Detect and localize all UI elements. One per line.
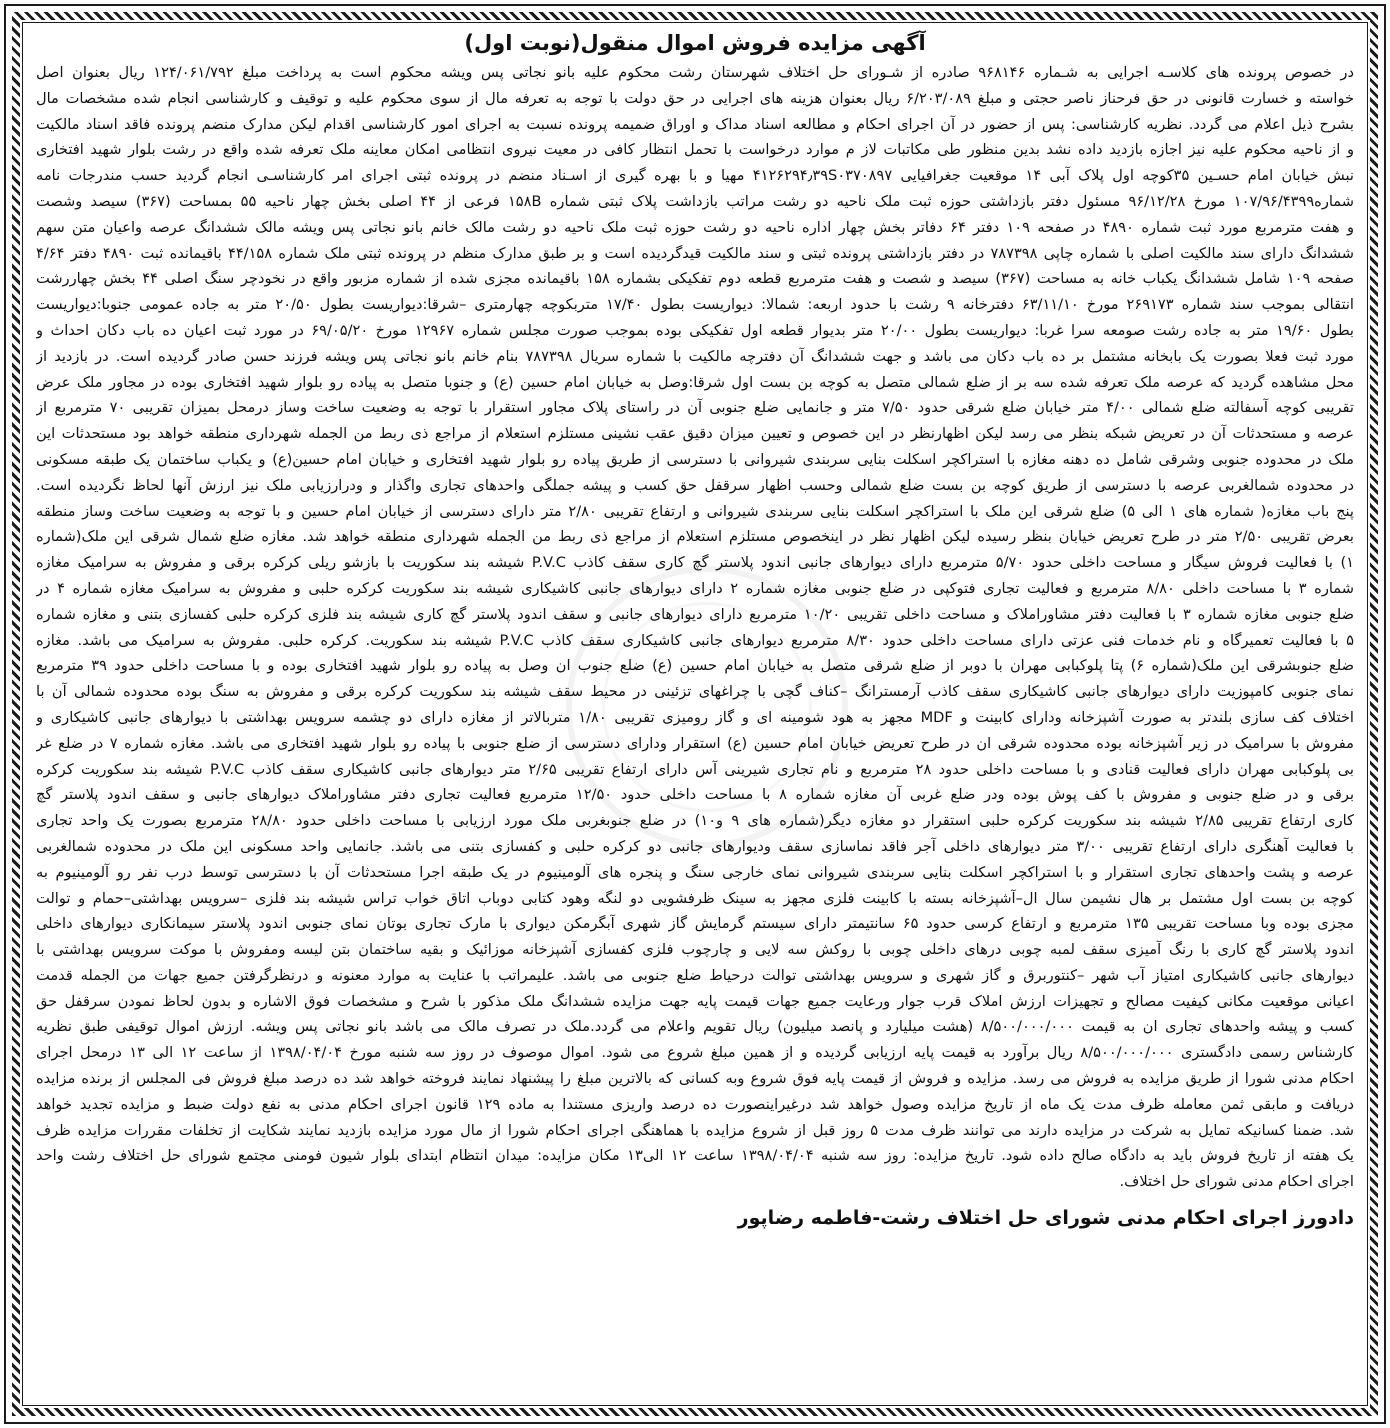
notice-line: محل مشاهده گردید که عرصه ملک تعرفه شده سه بر از ضلع شمالی متصل به کوچه بن بست اول شرقا:وصل به خیابان امام حسین (ع) و جنوبا متصل به پیاده رو بلوار شهید افتخاری بوده در مجاور ملک عرض — [36, 373, 1354, 391]
notice-line: عرصه و مستحدثات آن در تعریض شبکه بنظر می رسد لیکن اظهارنظر در این خصوص و تعیین میزان دقیق عقب نشینی مستلزم استعلام از مراجع ذی ربط من الجمله شهرداری منطقه خواهد بود مستحدثات این — [36, 425, 1354, 443]
notice-title: آگهی مزایده فروش اموال منقول(نوبت اول) — [464, 31, 926, 55]
notice-line: بطول ۱۹/۶۰ متر به جاده رشت صومعه سرا غربا: دیواریست بطول ۲۰/۰۰ متر بدیوار قطعه اول تفکیکی بوده بموجب صورت مجلس شماره ۱۲۹۶۷ مورخ ۶۹/۰۵/۲۰ در مورد ثبت اعیان ده باب دکان احداث و — [36, 321, 1354, 339]
notice-line: یک هفته از تاریخ فروش باید به دادگاه صالح داده شود. تاریخ مزایده: روز سه شنبه ۱۳۹۸/۰۴/۰۴ ساعت ۱۲ الی۱۳ مکان مزایده: میدان انتظام ابتدای بلوار شیون فومنی مجتمع شورای حل اختلاف رشت واحد — [36, 1147, 1354, 1165]
notice-line: انتقالی بموجب سند شماره ۲۶۹۱۷۳ مورخ ۶۳/۱۱/۱۰ دفترخانه ۹ رشت با حدود اربعه: شمالا: دیواریست بطول ۱۷/۴۰ متربکوچه چهارمتری –شرقا:دیواریست بطول ۲۰/۵۰ متر به جاده عمومی جنوبا:دیواریست — [36, 296, 1354, 314]
notice-line: ضلع جنوبی مغازه شماره ۳ با فعالیت دفتر مشاوراملاک و مساحت داخلی تقریبی ۱۰/۲۰ مترمربع دارای دیوارهای جانبی و سقف اندود پلاستر گچ کاری شیشه بند فلزی کرکره حلبی کفسازی بتنی و مغازه شماره — [36, 605, 1354, 623]
notice-line: خواسته و خسارت قانونی در حق فرحناز ناصر حجتی و مبلغ ۶/۲۰۳/۰۸۹ ریال بعنوان هزینه های اجرایی در حق دولت با توجه به تعرفه مال از سوی محکوم علیه و توقیف و کارشناسی انجام شده مشخصات مال — [36, 89, 1354, 107]
notice-line: ۱) با فعالیت فروش سیگار و مساحت داخلی حدود ۵/۷۰ مترمربع دارای دیوارهای جانبی اندود پلاستر گچ کاری سقف کاذب P.V.C شیشه بند سکوریت با بازشو ریلی کرکره برقی و مفروش به سرامیک مغازه — [36, 554, 1354, 572]
notice-line: اندود پلاستر گچ کاری با رنگ آمیزی سقف لمبه چوبی درهای داخلی چوبی با روکش سه لایی و چارچوب فلزی کفسازی آشپزخانه موزائیک و بقیه ساختمان بتن لیسه ومفروش با موکت سرویس بهداشتی با — [36, 941, 1354, 959]
notice-line: در خصوص پرونده های کلاسـه اجرایی به شـماره ۹۶۸۱۴۶ صادره از شـورای حل اختلاف شهرستان رشت محکوم علیه بانو نجاتی پس ویشه محکوم است به پرداخت مبلغ ۱۲۴/۰۶۱/۷۹۲ ریال بعنوان اصل — [36, 64, 1354, 81]
notice-line: مورد ثبت فعلا بصورت یک بابخانه مشتمل بر ده باب دکان می باشد و جهت ششدانگ آن دفترچه مالکیت با شماره سریال ۷۸۷۳۹۸ بنام خانم بانو نجاتی پس ویشه فرزند حسن صادر گردیده است. در بازدید از — [36, 347, 1354, 365]
notice-line: ضلع جنوبشرقی این ملک(شماره ۶) پتا پلوکبابی مهران با دوبر از ضلع شرقی متصل به خیابان امام حسین (ع) ضلع جنوب ان وصل به پیاده رو بلوار شهید افتخاری بوده و با مساحت داخلی حدود ۳۹ مترمربع — [36, 657, 1354, 675]
notice-line: با فعالیت آهنگری دارای ارتفاع تقریبی ۳/۰۰ متر دیوارهای داخلی آجر فاقد نماسازی سقف ودیوارهای جانبی دو کرکره حلبی و کفسازی بتنی می باشد. جانمایی واحد مسکونی این ملک در محدوده شمالغربی — [36, 837, 1354, 855]
notice-line: شد. ضمنا کسانیکه تمایل به شرکت در مزایده دارند می توانند ظرف مدت ۵ روز قبل از شروع مزایده با هماهنگی اجرای احکام شورا از مال مورد مزایده بازدید نمایند شکایت از تخلفات مقررات مزایده ظرف — [36, 1121, 1354, 1139]
notice-line: عرصه و پشت واحدهای تجاری استقرار و با استراکچر اسکلت بنایی سربندی شیروانی نمای خارجی سنگ و پنجره های آلومینیوم در یک طبقه اجرا مستحدثات آن با دسترسی توسط درب نفر رو آلومینیوم به — [36, 863, 1354, 881]
notice-line: در محدوده شمالغربی عرصه با دسترسی از طریق کوچه بن بست ضلع شمالی وحسب اظهار سرقفل حق کسب و پیشه جملگی واحدهای تجاری واگذار و ودرارزیابی ملک نیز ارزش آنها لحاظ نگردیده است. — [36, 476, 1354, 494]
notice-line: مفروش با سرامیک در زیر آشپزخانه بوده محدوده شرقی ان در طرح تعریض خیابان امام حسین (ع) استقرار ودارای دسترسی از ضلع جنوبی با پیاده رو بلوار شهید افتخاری می باشد. مغازه شماره ۷ در ضلع غر — [36, 734, 1354, 752]
notice-line: احکام مدنی شورا از طریق مزایده به فروش می رسد. مزایده و فروش از قیمت پایه فوق شروع وبه کسانی که بالاترین مبلغ را پیشنهاد نمایند فروخته خواهد شد ده درصد مبلغ فروش فی المجلس از برنده مزایده — [36, 1070, 1354, 1088]
notice-line: مجزی بوده وبا مساحت تقریبی ۱۳۵ مترمربع و ارتفاع کرسی حدود ۶۵ سانتیمتر دارای سیستم گرمایش گاز شهری آبگرمکن دیواری با مارک تجاری بوتان نمای جنوبی اندود پلاستر سیمانکاری دیوارهای داخلی — [36, 915, 1354, 933]
notice-body — [36, 60, 1354, 1195]
notice-line: اجرای احکام مدنی شورای حل اختلاف. — [1119, 1173, 1354, 1191]
notice-line: برقی و در ضلع جنوبی و مفروش با کف پوش بوده ودر ضلع غربی آن مغازه شماره ۸ با مساحت داخلی حدود ۱۲/۵۰ مترمربع فعالیت تجاری دفتر مشاوراملاک دیوارهای جانبی و سقف اندود پلاستر گچ — [36, 786, 1354, 804]
notice-line: پنج باب مغازه( شماره های ۱ الی ۵) ضلع شرقی این ملک با استراکچر اسکلت بنایی سربندی شیروانی و ارتفاع تقریبی ۲/۸۰ متر دارای دسترسی از خیابان امام حسین و با توجه به وضعیت ساخت وساز منطقه — [36, 502, 1354, 520]
notice-line: ملک در محدوده جنوبی وشرقی شامل ده دهنه مغازه با استراکچر اسکلت بنایی سربندی شیروانی با دسترسی از طریق پیاده رو بلوار شهید افتخاری و خیابان امام حسین(ع) و یکباب ساختمان یک طبقه مسکونی — [36, 450, 1354, 468]
notice-line: و هفت مترمربع مورد ثبت شماره ۴۸۹۰ در صفحه ۱۰۹ دفتر ۶۴ دفاتر بخش چهار اداره ناحیه دو رشت حوزه ثبت ملک ناحیه دو رشت مالک خانم بانو نجاتی پس ویشه مالک ششدانگ عرصه واعیان متن سهم — [36, 218, 1354, 236]
notice-line: کوچه بن بست اول مشتمل بر هال نشیمن سال ال–آشپزخانه بسته با کابینت فلزی مجهز به سینک ظرفشویی دو لنگه وهود کتابی دوباب اتاق خواب تراس شیشه بند فلزی –سرویس بهداشتی–حمام و توالت — [36, 889, 1354, 907]
notice-line: اعیانی موقعیت مکانی کیفیت مصالح و تجهیزات ارزش املاک قرب جوار ورعایت جمیع جهات قیمت پایه جهت مزایده ششدانگ ملک مذکور با شرح و مشخصات فوق الاشاره و بدون لحاظ نمودن سرقفل حق — [36, 992, 1354, 1010]
notice-line: بشرح ذیل اعلام می گردد. نظریه کارشناسی: پس از حضور در آن اجرای احکام و مطالعه اسناد مداک و اوراق ضمیمه پرونده نسبت به اجرای امور کارشناسی اقدام لیکن مدارک منضم پرونده فاقد اسناد مالکیت — [36, 115, 1354, 133]
notice-line: کاری ارتفاع تقریبی ۲/۸۵ شیشه بند سکوریت کرکره حلبی استقرار دو مغازه دیگر(شماره های ۹ و۱۰) در ضلع جنوبغربی ملک مورد ارزیابی با مساحت داخلی حدود ۲۸/۸۰ مترمربع بصورت یک واحد تجاری — [36, 812, 1354, 830]
notice-line: صفحه ۱۰۹ شامل ششدانگ یکباب خانه به مساحت (۳۶۷) سیصد و شصت و هفت مترمربع قطعه دوم تفکیکی بشماره ۱۵۸ باقیمانده مجزی شده از شماره مزبور واقع در نخودچر سنگ اصلی ۴۴ بخش چهاررشت — [36, 270, 1354, 288]
notice-line: کارشناس رسمی دادگستری ۸/۵۰۰/۰۰۰/۰۰۰ ریال برآورد به قیمت پایه ارزیابی گردیده و از همین مبلغ شروع می شود. اموال موصوف در روز سه شنبه مورخ ۱۳۹۸/۰۴/۰۴ از ساعت ۱۲ الی ۱۳ درمحل اجرای — [36, 1044, 1354, 1062]
notice-line: بی پلوکبابی مهران دارای فعالیت قنادی و با مساحت داخلی حدود ۲۸ مترمربع و نام تجاری شیرینی آس دارای ارتفاع تقریبی ۲/۶۵ متر دیوارهای جانبی کاشیکاری سقف کاذب P.V.C شیشه بند سکوریت کرکره — [36, 760, 1354, 778]
notice-line: بعرض تقریبی ۲/۵۰ متر در طرح تعریض خیابان بنظر رسیده لیکن اظهار نظر در اینخصوص مستلزم استعلام از مراجع ذی ربط من الجمله شهرداری منطقه خواهد شد. مغازه ضلع شمال شرقی این ملک(شماره — [36, 528, 1354, 546]
notice-content — [36, 26, 1354, 1398]
notice-line: تقریبی کوچه آسفالته ضلع شمالی ۴/۰۰ متر خیابان ضلع شرقی حدود ۷/۵۰ متر و جانمایی ضلع جنوبی آن در راستای پلاک مجاور استقرار با توجه به وضعیت ساخت وساز درمحل بمیزان تقریبی ۷۰ مترمربع از — [36, 399, 1354, 417]
notice-line: ششدانگ دارای سند مالکیت اصلی با شماره چاپی ۷۸۷۳۹۸ در دفتر بازداشتی پرونده ثبتی و سند مالکیت قیدگردیده است و بر طبق مدارک منظم در پرونده ثبتی ملک شماره ۴۴/۱۵۸ باقیمانده ثبت ۴۸۹۰ دفتر ۴/۶۴ — [36, 244, 1354, 262]
notice-signature: دادورز اجرای احکام مدنی شورای حل اختلاف رشت-فاطمه رضاپور — [737, 1207, 1354, 1230]
notice-line: کسب و پیشه واحدهای تجاری ان به قیمت ۸/۵۰۰/۰۰۰/۰۰۰ (هشت میلیارد و پانصد میلیون) ریال تقویم واعلام می گردد.ملک در تصرف مالک می باشد بانو نجاتی پس ویشه. ارزش اموال توقیفی طبق نظریه — [36, 1018, 1354, 1036]
notice-line: اختلاف کف سازی بلندتر به صورت آشپزخانه ودارای کابینت و MDF مجهز به هود شومینه ای و گاز رومیزی تقریبی ۱/۸۰ متربالاتر از مغازه دارای دو چشمه سرویس بهداشتی با دیوارهای جانبی کاشیکاری و — [36, 708, 1354, 726]
notice-line: شماره ۳ با مساحت داخلی ۸/۸۰ مترمربع و فعالیت تجاری فتوکپی در ضلع جنوبی مغازه شماره ۲ دارای دیوارهای جانبی کاشیکاری شیشه بند سکوریت کرکره حلبی و مفروش به سرامیک مغازه شماره ۴ در — [36, 579, 1354, 597]
notice-line: و از ناحیه محکوم علیه نیز اجازه بازدید داده نشد بدین منظور طی مکاتبات لاز م موارد درخواست با تحمل انتظار کافی در معیت نیروی انتظامی امکان معاینه ملک تعرفه شده واقع در رشت بلوار شهید افتخاری — [36, 141, 1354, 159]
notice-line: دیوارهای جانبی کاشیکاری امتیاز آب شهر –کنتوربرق و گاز شهری و سرویس بهداشتی توالت درحیاط ضلع جنوبی می باشد. علیمراتب با عنایت به موارد معنونه و درنظرگرفتن جمیع جهات من الجمله قدمت — [36, 966, 1354, 984]
notice-line: شماره۱۰۷/۹۶/۴۳۹۹ مورخ ۹۶/۱۲/۲۸ مسئول دفتر بازداشتی حوزه ثبت ملک ناحیه دو رشت مراتب بازداشت پلاک ثبتی شماره ۱۵۸B فرعی از ۴۴ اصلی بخش چهار ناحیه ۵۵ بمساحت (۳۶۷) سیصد وشصت — [36, 192, 1354, 210]
notice-line: دریافت و مابقی ثمن معامله ظرف مدت یک ماه از تاریخ مزایده وصول خواهد شد درغیراینصورت ده درصد واریزی مستندا به ماده ۱۲۹ قانون اجرای احکام مدنی به نفع دولت ضبط و مزایده تجدید خواهد — [36, 1095, 1354, 1113]
notice-line: نمای جنوبی کامپوزیت دارای دیوارهای جانبی کاشیکاری سقف کاذب آرمسترانگ –کناف گچی با چراغهای تزئینی در محیط سقف شیشه بند سکوریت کرکره برقی و مفروش به سنگ بوده محدوده شمالی آن با — [36, 683, 1354, 701]
notice-line: نبش خیابان امام حسـین ۳۵کوچه اول پلاک آبی ۱۴ موقعیت جغرافیایی ۴۱۲۶۲۹۴٫۳۹S۰۳۷۰۸۹۷ مهیا و با بهره گیری از اسـناد منضم در پرونده ثبتی اجرای امر کارشناسـی انجام گردید حسب مندرجات نامه — [36, 167, 1354, 185]
notice-line: ۵ با فعالیت تعمیرگاه و نام خدمات فنی عزتی دارای مساحت داخلی حدود ۸/۳۰ مترمربع دیوارهای جانبی کاشیکاری سقف کاذب P.V.C شیشه بند سکوریت. کرکره حلبی. مفروش به سرامیک می باشد. مغازه — [36, 631, 1354, 649]
